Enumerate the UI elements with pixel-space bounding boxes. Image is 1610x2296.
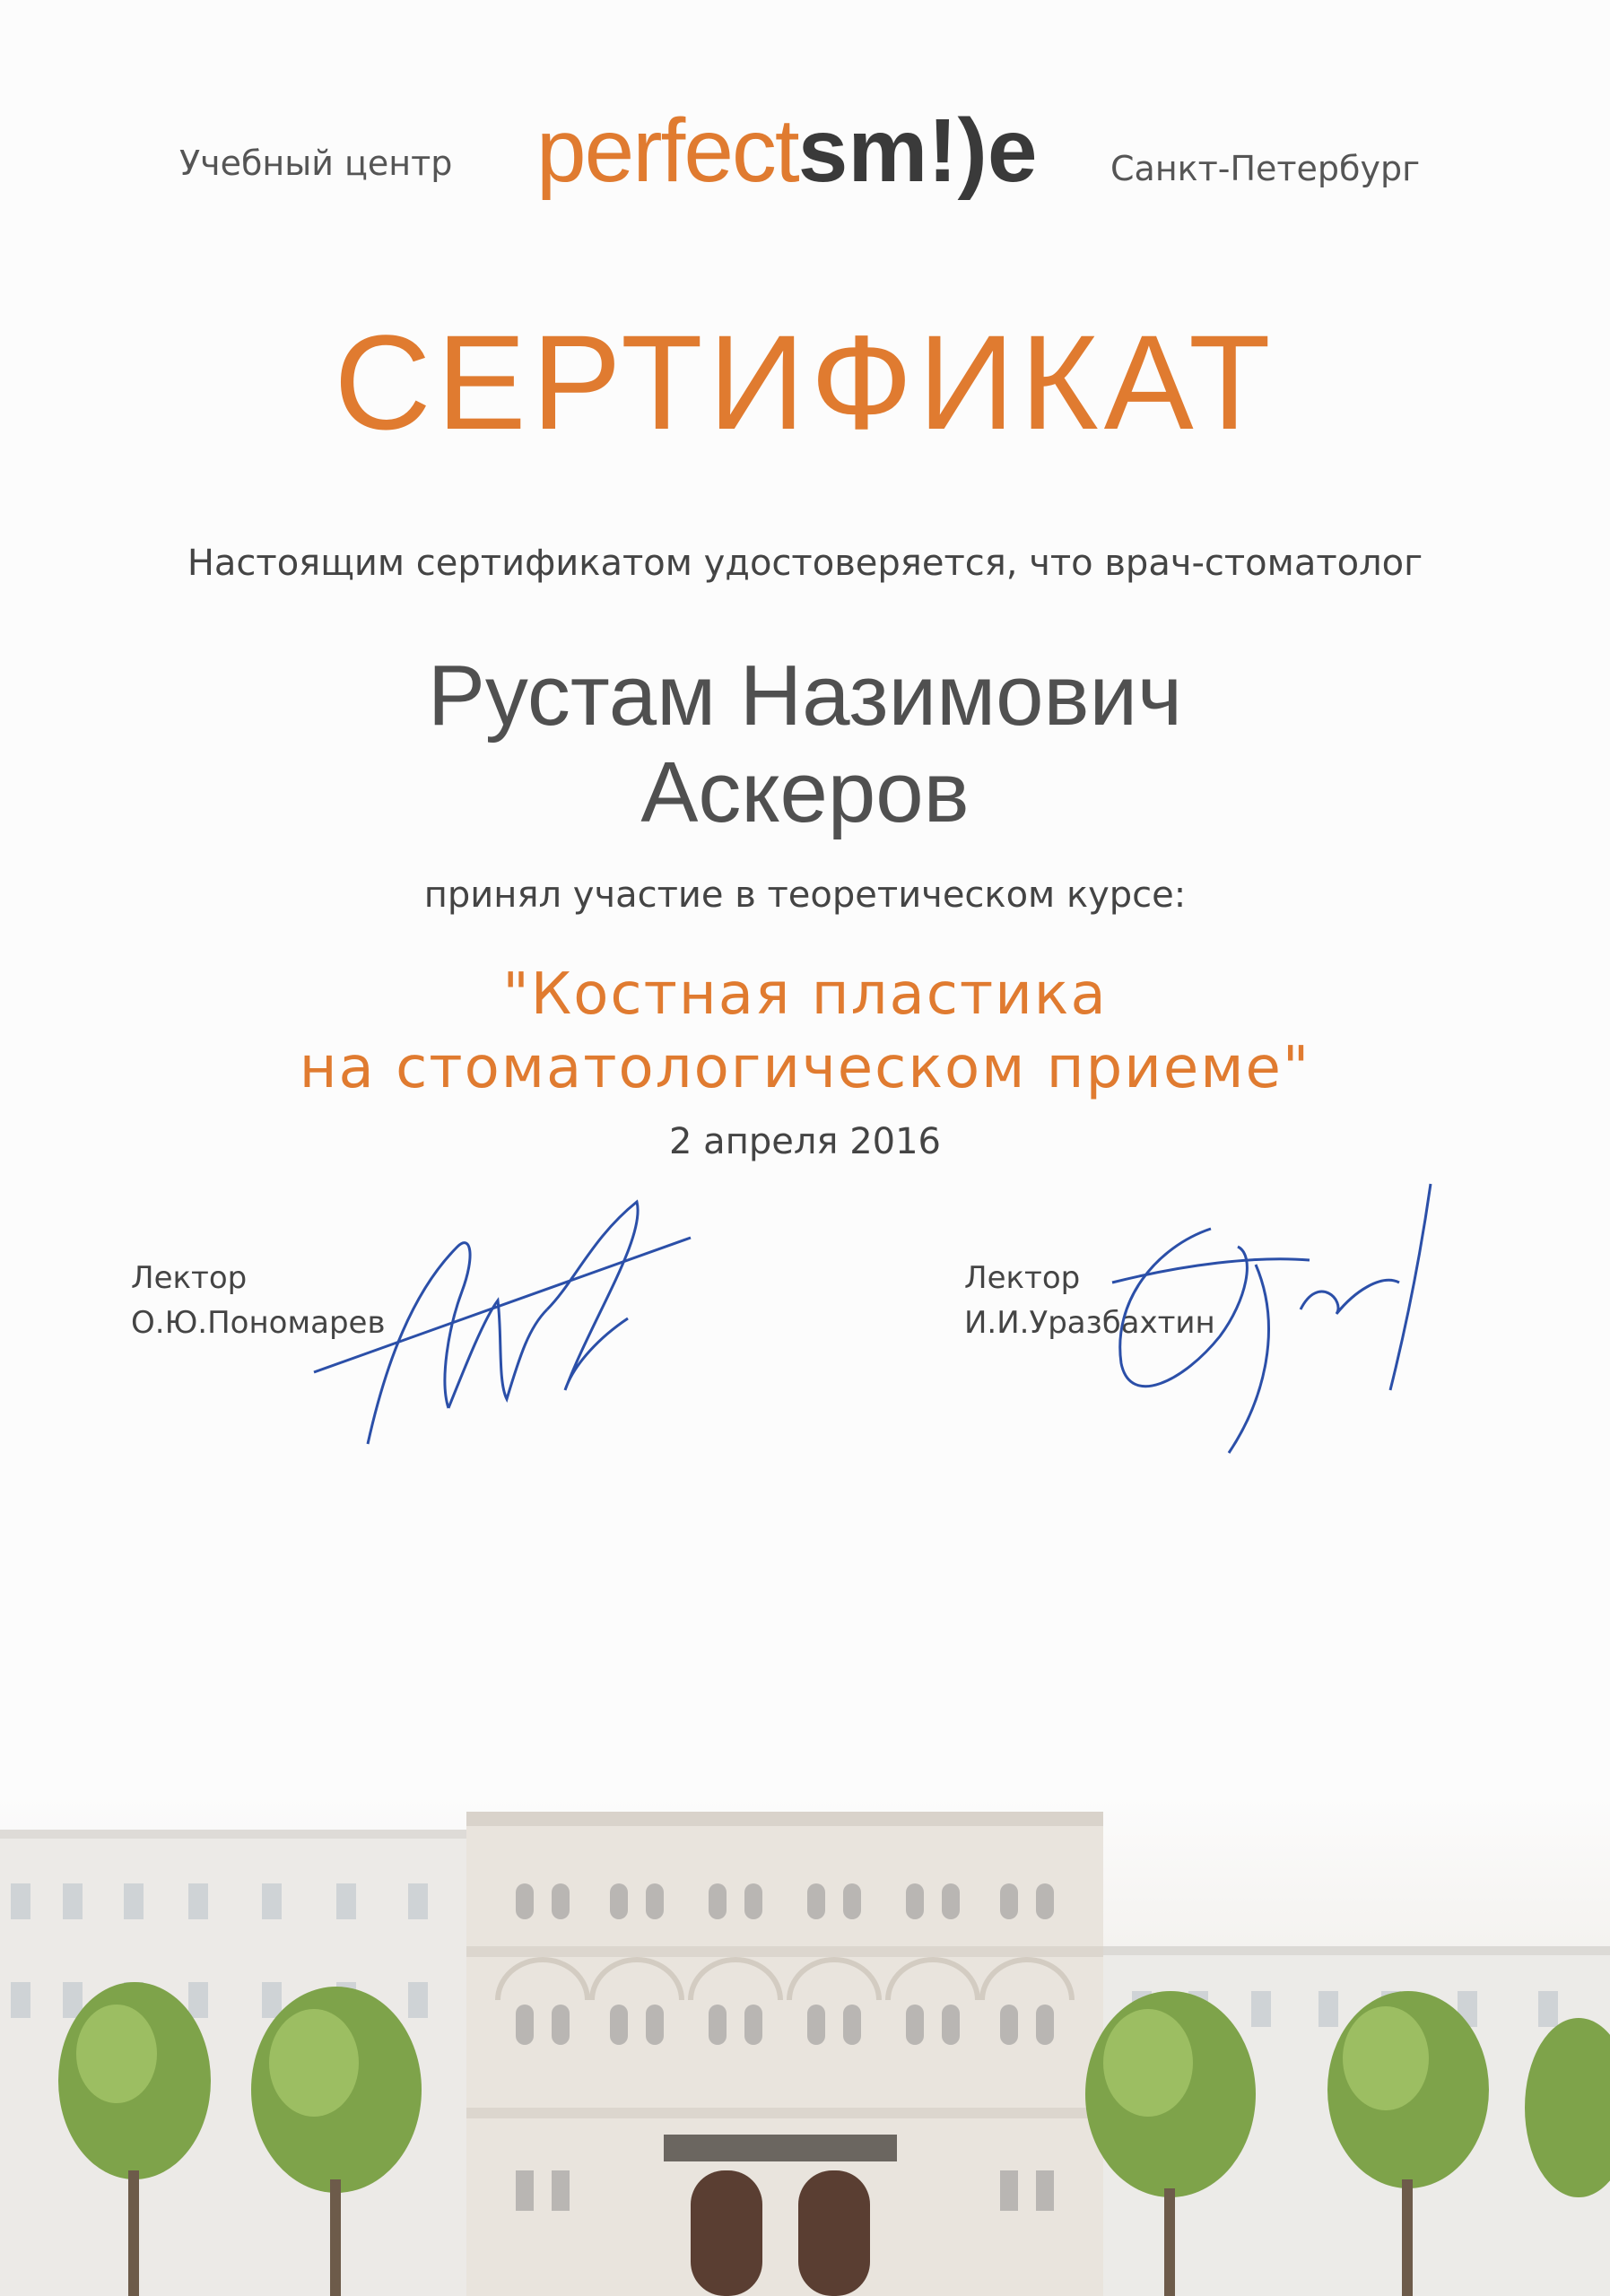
perfect-smile-logo bbox=[536, 100, 1038, 201]
building-illustration bbox=[0, 1794, 1610, 2296]
training-center-label: Учебный центр bbox=[179, 144, 453, 183]
lecturer-1-role: Лектор bbox=[131, 1260, 248, 1296]
signature-2-icon bbox=[1076, 1166, 1453, 1462]
course-date: 2 апреля 2016 bbox=[669, 1121, 941, 1162]
recipient-name bbox=[0, 648, 1610, 841]
lecturer-1-name: О.Ю.Пономарев bbox=[131, 1305, 386, 1341]
certificate-title: СЕРТИФИКАТ bbox=[334, 307, 1276, 457]
recipient-name-line2: Аскеров bbox=[640, 744, 970, 840]
logo-text-perfect: perfect bbox=[536, 100, 798, 201]
participation-statement: принял участие в теоретическом курсе: bbox=[423, 874, 1187, 916]
city-label: Санкт-Петербург bbox=[1110, 149, 1421, 188]
logo-text-smile: sm!)e bbox=[797, 100, 1038, 201]
certify-statement: Настоящим сертификатом удостоверяется, что врач-стоматолог bbox=[187, 543, 1423, 584]
course-title-line2: на стоматологическом приеме" bbox=[299, 1035, 1311, 1101]
lecturer-2-role: Лектор bbox=[964, 1260, 1081, 1296]
signature-1-icon bbox=[305, 1184, 718, 1453]
course-title-line1: "Костная пластика bbox=[502, 961, 1108, 1028]
recipient-name-line1: Рустам Назимович bbox=[427, 648, 1183, 744]
lecturer-2-name: И.И.Уразбахтин bbox=[964, 1305, 1215, 1341]
course-title bbox=[0, 958, 1610, 1105]
